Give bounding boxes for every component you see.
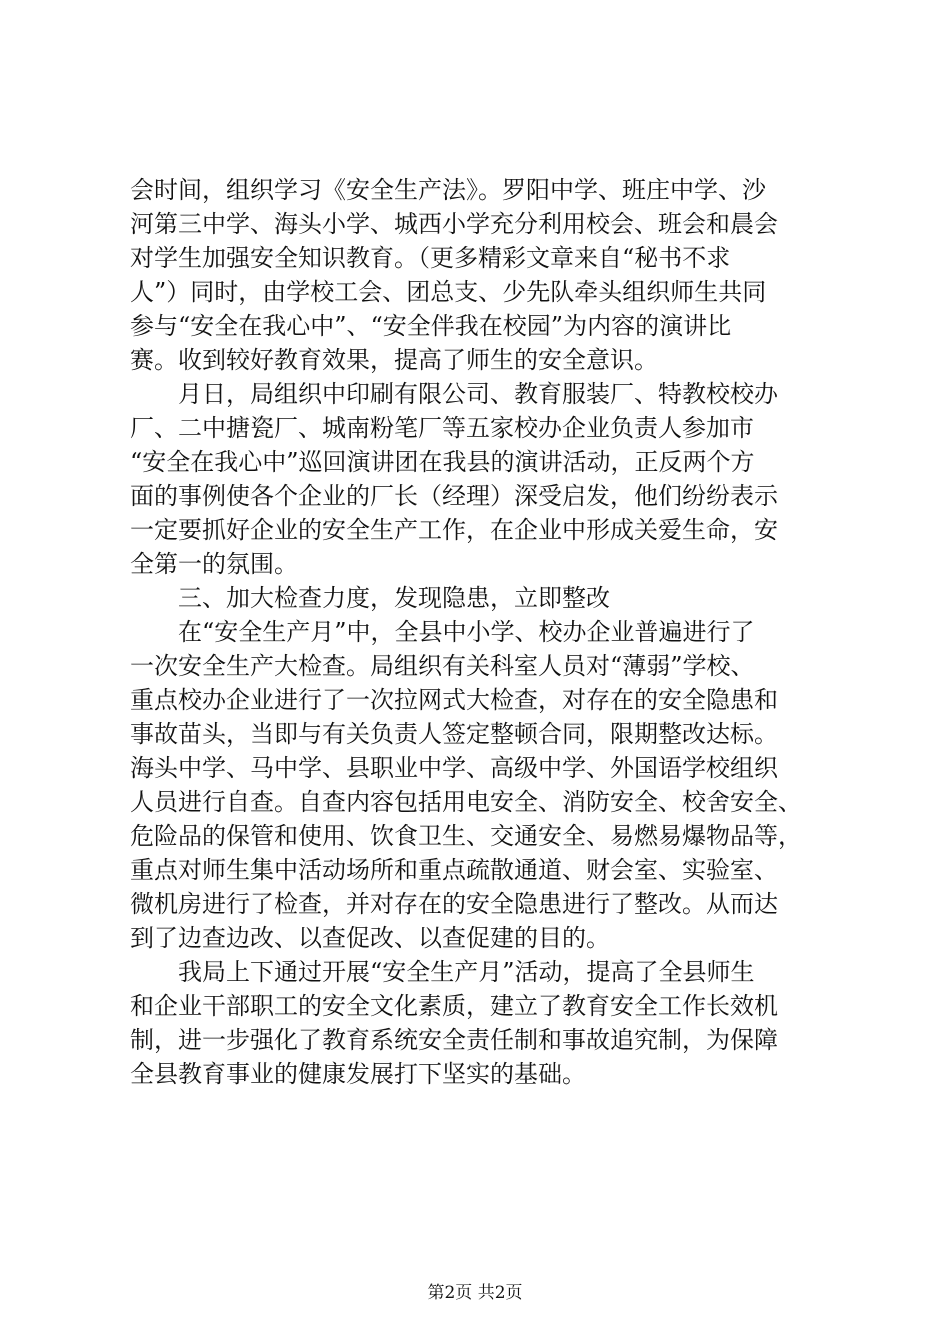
text-line: 赛。收到较好教育效果，提高了师生的安全意识。 bbox=[130, 346, 658, 374]
text-line: 全县教育事业的健康发展打下坚实的基础。 bbox=[130, 1060, 586, 1088]
text-line: 参与“安全在我心中”、“安全伴我在校园”为内容的演讲比 bbox=[130, 312, 732, 340]
text-line: 面的事例使各个企业的厂长（经理）深受启发，他们纷纷表示 bbox=[130, 482, 778, 510]
text-line: 全第一的氛围。 bbox=[130, 550, 298, 578]
text-line: “安全在我心中”巡回演讲团在我县的演讲活动，正反两个方 bbox=[130, 448, 755, 476]
text-line: 月日，局组织中印刷有限公司、教育服装厂、特教校校办 bbox=[178, 380, 778, 408]
text-line: 河第三中学、海头小学、城西小学充分利用校会、班会和晨会 bbox=[130, 210, 778, 238]
text-line: 会时间，组织学习《安全生产法》。罗阳中学、班庄中学、沙 bbox=[130, 176, 766, 204]
text-line: 海头中学、马中学、县职业中学、高级中学、外国语学校组织 bbox=[130, 754, 778, 782]
document-body bbox=[130, 173, 830, 1091]
text-line: 危险品的保管和使用、饮食卫生、交通安全、易燃易爆物品等， bbox=[130, 822, 802, 850]
text-line: 在“安全生产月”中，全县中小学、校办企业普遍进行了 bbox=[178, 618, 755, 646]
text-line: 一定要抓好企业的安全生产工作，在企业中形成关爱生命，安 bbox=[130, 516, 778, 544]
text-line: 人”）同时，由学校工会、团总支、少先队牵头组织师生共同 bbox=[130, 278, 767, 306]
text-line: 到了边查边改、以查促改、以查促建的目的。 bbox=[130, 924, 610, 952]
text-line: 制，进一步强化了教育系统安全责任制和事故追究制，为保障 bbox=[130, 1026, 778, 1054]
text-line: 三、加大检查力度，发现隐患，立即整改 bbox=[178, 584, 610, 612]
text-line: 对学生加强安全知识教育。（更多精彩文章来自“秘书不求 bbox=[130, 244, 731, 272]
page-footer: 第2页 共2页 bbox=[427, 1283, 523, 1303]
text-line: 人员进行自查。自查内容包括用电安全、消防安全、校舍安全、 bbox=[130, 788, 802, 816]
text-line: 重点对师生集中活动场所和重点疏散通道、财会室、实验室、 bbox=[130, 856, 778, 884]
text-line: 我局上下通过开展“安全生产月”活动，提高了全县师生 bbox=[178, 958, 755, 986]
text-line: 一次安全生产大检查。局组织有关科室人员对“薄弱”学校、 bbox=[130, 652, 755, 680]
text-line: 和企业干部职工的安全文化素质，建立了教育安全工作长效机 bbox=[130, 992, 778, 1020]
text-line: 重点校办企业进行了一次拉网式大检查，对存在的安全隐患和 bbox=[130, 686, 778, 714]
text-line: 微机房进行了检查，并对存在的安全隐患进行了整改。从而达 bbox=[130, 890, 778, 918]
text-line: 事故苗头，当即与有关负责人签定整顿合同，限期整改达标。 bbox=[130, 720, 778, 748]
text-line: 厂、二中搪瓷厂、城南粉笔厂等五家校办企业负责人参加市 bbox=[130, 414, 754, 442]
